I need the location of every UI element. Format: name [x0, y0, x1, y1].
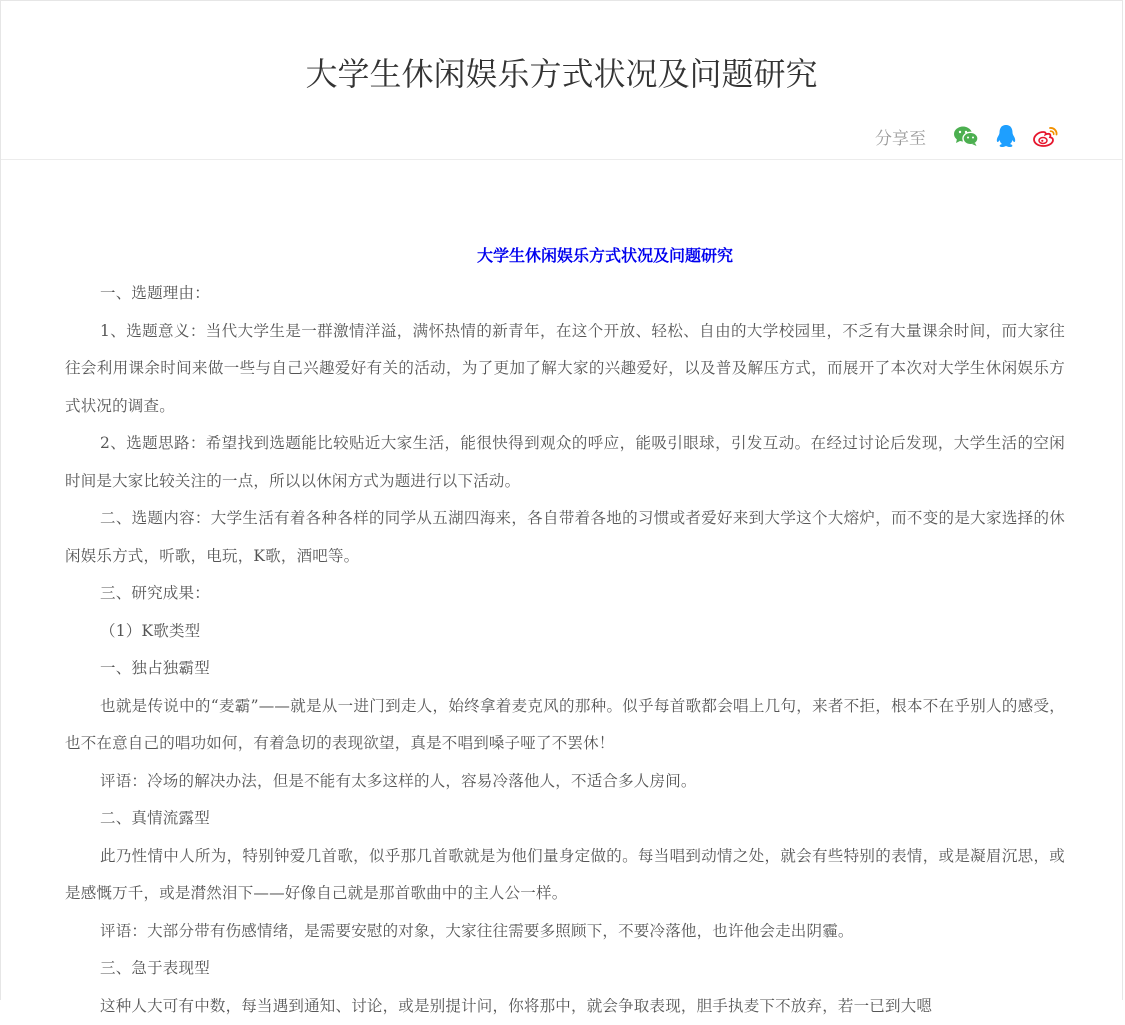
paragraph: 评语：冷场的解决办法，但是不能有太多这样的人，容易冷落他人，不适合多人房间。 — [65, 763, 1065, 801]
share-label: 分享至 — [875, 124, 926, 149]
qq-share-button[interactable] — [992, 122, 1020, 150]
paragraph: 二、选题内容：大学生活有着各种各样的同学从五湖四海来，各自带着各地的习惯或者爱好来到大学这个大熔炉，而不变的是大家选择的休闲娱乐方式，听歌，电玩，K歌，酒吧等。 — [65, 500, 1065, 575]
share-bar — [875, 121, 1060, 151]
document-title: 大学生休闲娱乐方式状况及问题研究 — [65, 237, 1065, 275]
paragraph: 也就是传说中的“麦霸”——就是从一进门到走人，始终拿着麦克风的那种。似乎每首歌都会唱上几句，来者不拒，根本不在乎别人的感受，也不在意自己的唱功如何，有着急切的表现欲望，真是不唱到嗓子哑了不罢休！ — [65, 688, 1065, 763]
wechat-icon — [953, 125, 979, 147]
paragraph: 2、选题思路：希望找到选题能比较贴近大家生活，能很快得到观众的呼应，能吸引眼球，引发互动。在经过讨论后发现，大学生活的空闲时间是大家比较关注的一点，所以以休闲方式为题进行以下活动。 — [65, 425, 1065, 500]
paragraph: 一、选题理由： — [65, 275, 1065, 313]
paragraph: 三、急于表现型 — [65, 950, 1065, 988]
weibo-share-button[interactable] — [1032, 122, 1060, 150]
article-header — [1, 1, 1122, 160]
paragraph: 二、真情流露型 — [65, 800, 1065, 838]
qq-icon — [995, 124, 1017, 148]
weibo-icon — [1033, 125, 1059, 147]
paragraph: 1、选题意义：当代大学生是一群激情洋溢，满怀热情的新青年，在这个开放、轻松、自由的大学校园里，不乏有大量课余时间，而大家往往会利用课余时间来做一些与自己兴趣爱好有关的活动，为了更加了解大家的兴趣爱好，以及普及解压方式，而展开了本次对大学生休闲娱乐方式状况的调查。 — [65, 313, 1065, 426]
page-title: 大学生休闲娱乐方式状况及问题研究 — [1, 51, 1122, 97]
paragraph: 此乃性情中人所为，特别钟爱几首歌，似乎那几首歌就是为他们量身定做的。每当唱到动情之处，就会有些特别的表情，或是凝眉沉思，或是感慨万千，或是潸然泪下——好像自己就是那首歌曲中的主人公一样。 — [65, 838, 1065, 913]
paragraph: 这种人大可有中数，每当遇到通知、讨论，或是别提计问，你将那中，就会争取表现，胆手执麦下不放弃，若一已到大嗯 — [65, 988, 1065, 1025]
paragraph: 评语：大部分带有伤感情绪，是需要安慰的对象，大家往往需要多照顾下，不要冷落他，也许他会走出阴霾。 — [65, 913, 1065, 951]
paragraph: 一、独占独霸型 — [65, 650, 1065, 688]
paragraph: 三、研究成果： — [65, 575, 1065, 613]
wechat-share-button[interactable] — [952, 122, 980, 150]
paragraph: （1）K歌类型 — [65, 613, 1065, 651]
article-body — [65, 237, 1065, 1025]
